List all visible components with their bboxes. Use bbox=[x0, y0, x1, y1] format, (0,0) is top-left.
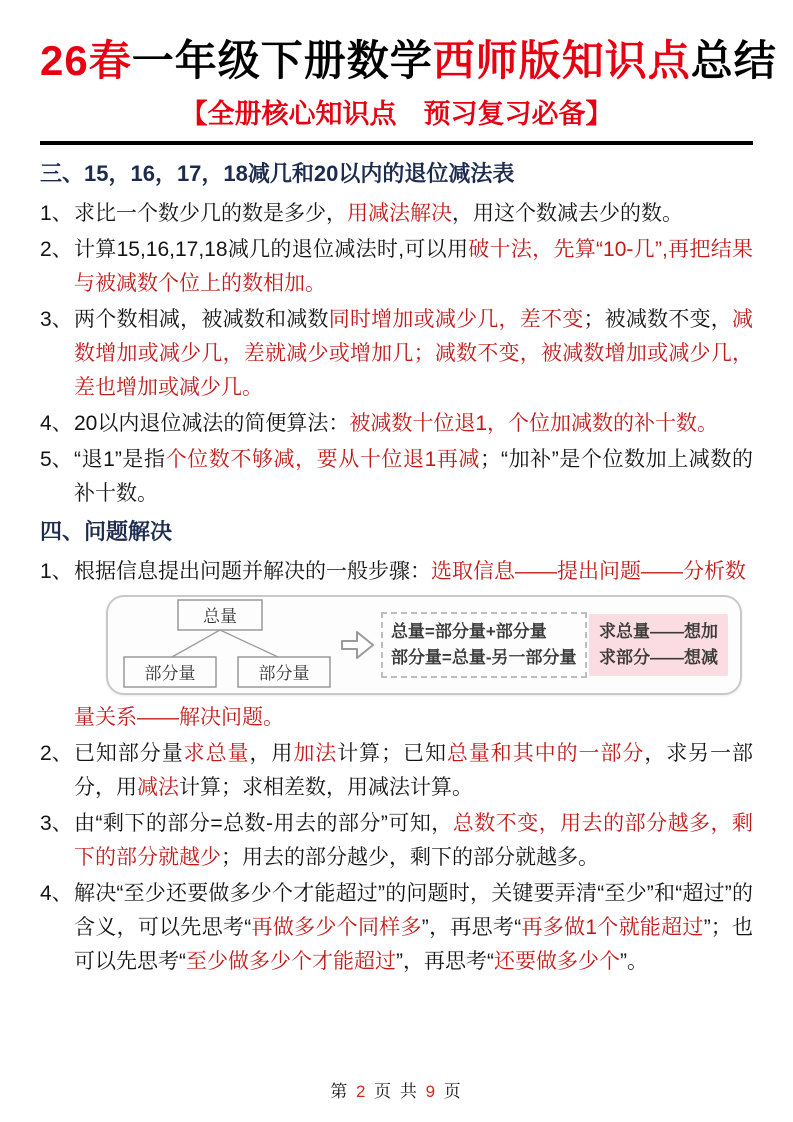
part-whole-diagram bbox=[106, 595, 742, 695]
list-item bbox=[40, 443, 753, 511]
total-box-label: 总量 bbox=[203, 607, 237, 626]
page-subtitle: 【全册核心知识点 预习复习必备】 bbox=[180, 99, 613, 129]
page-footer: 第 2 页 共 9 页 bbox=[330, 1082, 463, 1101]
part-box-label: 部分量 bbox=[144, 664, 196, 683]
list-item bbox=[40, 877, 753, 979]
list-item bbox=[40, 737, 753, 805]
tree-diagram bbox=[120, 597, 336, 693]
list-item bbox=[40, 303, 753, 405]
list-item bbox=[40, 197, 753, 231]
part-box-label: 部分量 bbox=[258, 664, 310, 683]
section-heading-4: 四、问题解决 bbox=[40, 519, 173, 544]
item-number: 1、 bbox=[40, 202, 73, 225]
item-text: 两个数相减，被减数和减数同时增加或减少几，差不变；被减数不变，减数增加或减少几，差就减少或增加几；减数不变，被减数增加或减少几，差也增加或减少几。 bbox=[74, 308, 754, 399]
item-number: 5、 bbox=[40, 448, 73, 471]
item-text: 计算15,16,17,18减几的退位减法时,可以用破十法，先算“10-几”,再把结果与被减数个位上的数相加。 bbox=[74, 238, 753, 295]
item-number: 3、 bbox=[40, 812, 73, 835]
section-heading-3: 三、15，16，17，18减几和20以内的退位减法表 bbox=[40, 161, 515, 186]
right-arrow-icon bbox=[340, 628, 376, 662]
list-item bbox=[40, 555, 753, 589]
item-number: 4、 bbox=[40, 412, 73, 435]
item-continuation: 量关系——解决问题。 bbox=[74, 706, 284, 729]
item-number: 2、 bbox=[40, 238, 73, 261]
item-text: 已知部分量求总量，用加法计算；已知总量和其中的一部分，求另一部分，用减法计算；求相差数，用减法计算。 bbox=[74, 742, 754, 799]
item-text: 20以内退位减法的简便算法：被减数十位退1，个位加减数的补十数。 bbox=[74, 412, 719, 435]
item-number: 4、 bbox=[40, 882, 73, 905]
list-item bbox=[40, 807, 753, 875]
formula-line: 总量=部分量+部分量 bbox=[390, 622, 547, 641]
tip-line: 求总量——想加 bbox=[599, 622, 718, 641]
divider bbox=[40, 141, 753, 145]
item-number: 3、 bbox=[40, 308, 73, 331]
item-text: 求比一个数少几的数是多少，用减法解决，用这个数减去少的数。 bbox=[74, 202, 683, 225]
tip-line: 求部分——想减 bbox=[599, 648, 718, 667]
list-item bbox=[40, 233, 753, 301]
list-item bbox=[40, 407, 753, 441]
content bbox=[40, 157, 753, 979]
formula-box bbox=[381, 612, 587, 678]
item-text: 根据信息提出问题并解决的一般步骤：选取信息——提出问题——分析数 bbox=[74, 560, 746, 583]
tips-box bbox=[589, 614, 728, 676]
page-title: 26春一年级下册数学西师版知识点总结 bbox=[40, 37, 777, 84]
item-text: 解决“至少还要做多少个才能超过”的问题时，关键要弄清“至少”和“超过”的含义，可以先思考“再做多少个同样多”，再思考“再多做1个就能超过”；也可以先思考“至少做多少个才能超过”，再思考“还要做多少个”。 bbox=[74, 882, 753, 973]
item-number: 2、 bbox=[40, 742, 73, 765]
item-text: 由“剩下的部分=总数-用去的部分”可知，总数不变，用去的部分越多，剩下的部分就越少；用去的部分越少，剩下的部分就越多。 bbox=[74, 812, 754, 869]
formula-line: 部分量=总量-另一部分量 bbox=[390, 648, 577, 667]
item-text: “退1”是指个位数不够减，要从十位退1再减；“加补”是个位数加上减数的补十数。 bbox=[74, 448, 753, 505]
item-number: 1、 bbox=[40, 560, 73, 583]
